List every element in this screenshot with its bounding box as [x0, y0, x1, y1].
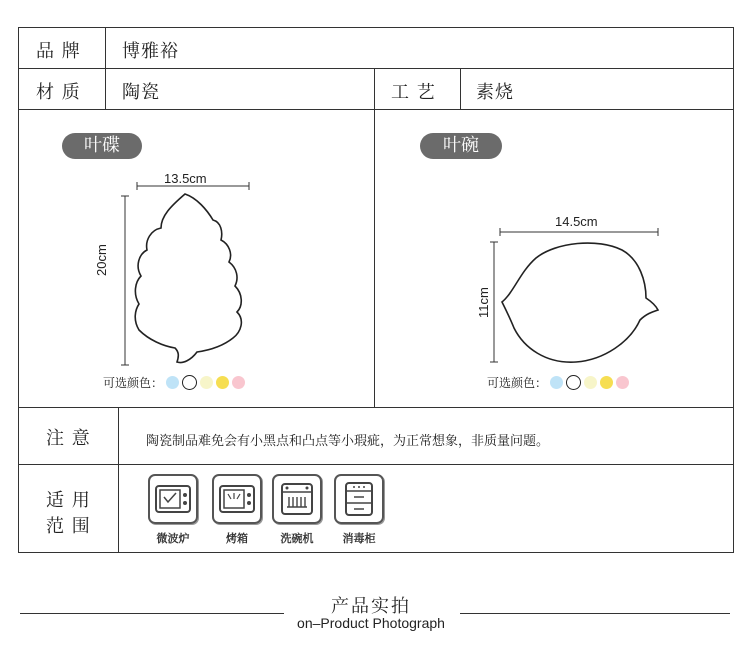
- microwave-icon: [148, 474, 198, 524]
- color-swatch-yellow[interactable]: [600, 376, 613, 389]
- table-row3-border: [18, 407, 734, 408]
- plate-height-label: 20cm: [94, 244, 109, 276]
- table-row2-border: [18, 109, 734, 110]
- color-swatch-pink[interactable]: [616, 376, 629, 389]
- plate-color-options: [103, 374, 245, 391]
- dishwasher-icon: [272, 474, 322, 524]
- color-swatch-pink[interactable]: [232, 376, 245, 389]
- usage-item-label: 洗碗机: [280, 532, 314, 545]
- usage-item-oven: [206, 474, 268, 546]
- color-options-label: 可选颜色：: [487, 376, 548, 390]
- leaf-bowl-diagram: [480, 220, 680, 370]
- table-row4-border: [18, 464, 734, 465]
- table-top-border: [18, 27, 734, 28]
- material-value: 陶瓷: [122, 82, 160, 103]
- usage-label-line2: 范 围: [46, 516, 91, 537]
- label-column-divider-bottom: [118, 407, 119, 553]
- usage-label-line1: 适 用: [46, 490, 91, 511]
- color-swatch-white[interactable]: [182, 375, 197, 390]
- brand-value: 博雅裕: [122, 41, 179, 62]
- usage-item-microwave: [142, 474, 204, 546]
- color-swatch-yellow[interactable]: [216, 376, 229, 389]
- sterilizer-icon: [334, 474, 384, 524]
- craft-value-divider: [460, 68, 461, 109]
- notice-label: 注 意: [46, 428, 91, 449]
- usage-item-sterilizer: [328, 474, 390, 546]
- leaf-plate-diagram: [105, 170, 275, 370]
- craft-column-divider: [374, 68, 375, 408]
- usage-item-label: 烤箱: [226, 532, 248, 545]
- bowl-height-label: 11cm: [476, 287, 491, 318]
- notice-text: 陶瓷制品难免会有小黑点和凸点等小瑕疵，为正常想象，非质量问题。: [146, 434, 550, 449]
- craft-label: 工 艺: [391, 82, 436, 103]
- usage-item-label: 消毒柜: [342, 532, 376, 545]
- color-swatch-white[interactable]: [566, 375, 581, 390]
- footer-right-rule: [460, 613, 730, 614]
- footer-title: 产品实拍: [331, 596, 411, 617]
- footer-subtitle: on–Product Photograph: [297, 615, 445, 631]
- color-swatch-blue[interactable]: [550, 376, 563, 389]
- craft-value: 素烧: [476, 82, 514, 103]
- table-bottom-border: [18, 552, 734, 553]
- table-right-border: [733, 27, 734, 553]
- color-options-label: 可选颜色：: [103, 376, 164, 390]
- oven-icon: [212, 474, 262, 524]
- material-label: 材 质: [36, 82, 81, 103]
- color-swatch-blue[interactable]: [166, 376, 179, 389]
- usage-item-dishwasher: [266, 474, 328, 546]
- product-name-badge: 叶碟: [62, 133, 142, 159]
- label-column-divider-top: [105, 27, 106, 109]
- brand-label: 品 牌: [36, 41, 81, 62]
- color-swatch-cream[interactable]: [200, 376, 213, 389]
- plate-width-label: 13.5cm: [164, 171, 207, 186]
- bowl-width-label: 14.5cm: [555, 214, 598, 229]
- color-swatch-cream[interactable]: [584, 376, 597, 389]
- table-row1-border: [18, 68, 734, 69]
- usage-item-label: 微波炉: [156, 532, 190, 545]
- footer-left-rule: [20, 613, 284, 614]
- table-left-border: [18, 27, 19, 553]
- product-name-badge: 叶碗: [420, 133, 502, 159]
- bowl-color-options: [487, 374, 629, 391]
